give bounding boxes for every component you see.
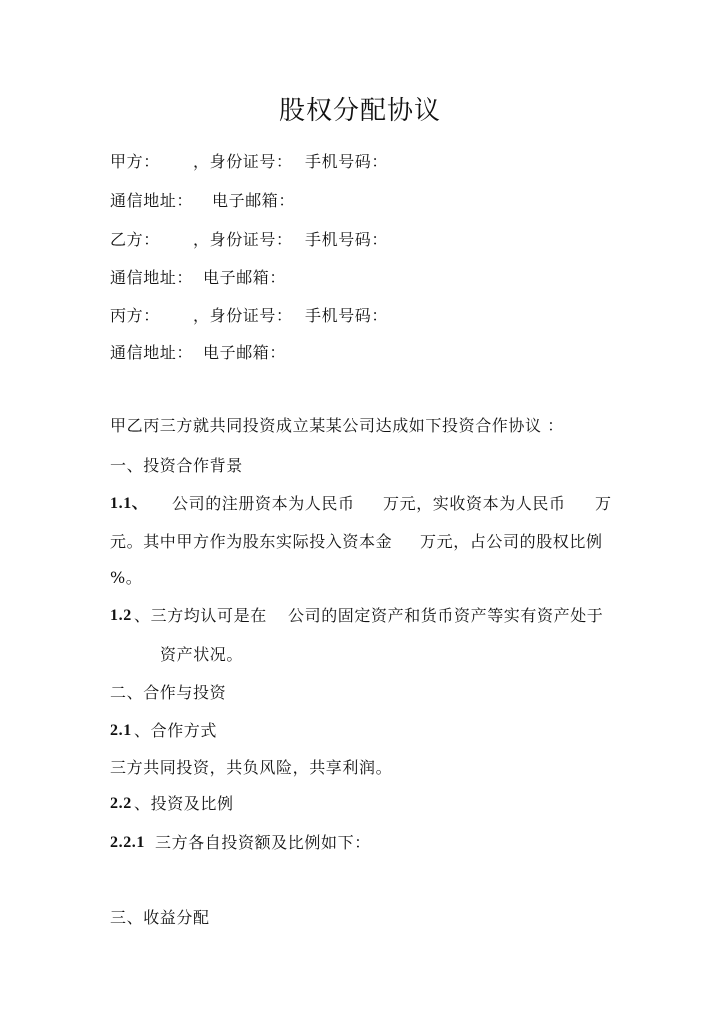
party-c-phone-label: 手机号码： (305, 306, 389, 325)
party-c-id-label: ，身份证号： (193, 306, 293, 325)
party-a-email-label: 电子邮箱： (212, 191, 296, 210)
party-a-name-label: 甲方： (110, 152, 160, 171)
clause-1-1-text-c: 万 (595, 494, 612, 513)
party-b-phone-label: 手机号码： (305, 230, 389, 249)
party-b-name-label: 乙方： (110, 230, 160, 249)
party-c-name-label: 丙方： (110, 306, 160, 325)
section1-heading: 一、投资合作背景 (110, 456, 243, 475)
document-title: 股权分配协议 (278, 96, 441, 126)
section2-heading: 二、合作与投资 (110, 683, 227, 702)
clause-2-2-1-text: 三方各自投资额及比例如下： (155, 833, 371, 852)
intro-text: 甲乙丙三方就共同投资成立某某公司达成如下投资合作协议 ： (110, 416, 564, 435)
clause-1-1-text-d: 元。其中甲方作为股东实际投入资本金 (110, 532, 393, 551)
party-a-id-label: ，身份证号： (193, 152, 293, 171)
party-b-id-label: ，身份证号： (193, 230, 293, 249)
clause-2-1-number: 2.1 (110, 722, 132, 739)
clause-1-1-number: 1.1、 (110, 495, 149, 512)
clause-1-1-text-e: 万元，占公司的股权比例 (420, 532, 603, 551)
clause-1-1-text-f: %。 (110, 568, 143, 587)
party-b-email-label: 电子邮箱： (203, 268, 287, 287)
party-b-address-label: 通信地址： (110, 268, 194, 287)
clause-1-2-number: 1.2 (110, 607, 132, 624)
clause-1-2-text-b: 公司的固定资产和货币资产等实有资产处于 (288, 606, 604, 625)
party-c-address-label: 通信地址： (110, 343, 194, 362)
clause-1-1-text-a: 公司的注册资本为人民币 (172, 494, 355, 513)
clause-1-2-text-c: 资产状况。 (160, 645, 244, 664)
clause-1-1-text-b: 万元，实收资本为人民币 (383, 494, 566, 513)
clause-2-1-title: 、合作方式 (134, 721, 218, 740)
clause-2-2-1-number: 2.2.1 (110, 834, 145, 851)
party-a-phone-label: 手机号码： (305, 152, 389, 171)
clause-2-2-title: 、投资及比例 (134, 794, 234, 813)
party-c-email-label: 电子邮箱： (203, 343, 287, 362)
clause-1-2-text-a: 、三方均认可是在 (134, 606, 267, 625)
clause-2-2-number: 2.2 (110, 795, 132, 812)
section3-heading: 三、收益分配 (110, 908, 210, 927)
clause-2-1-text: 三方共同投资，共负风险，共享利润。 (110, 758, 393, 777)
party-a-address-label: 通信地址： (110, 191, 194, 210)
